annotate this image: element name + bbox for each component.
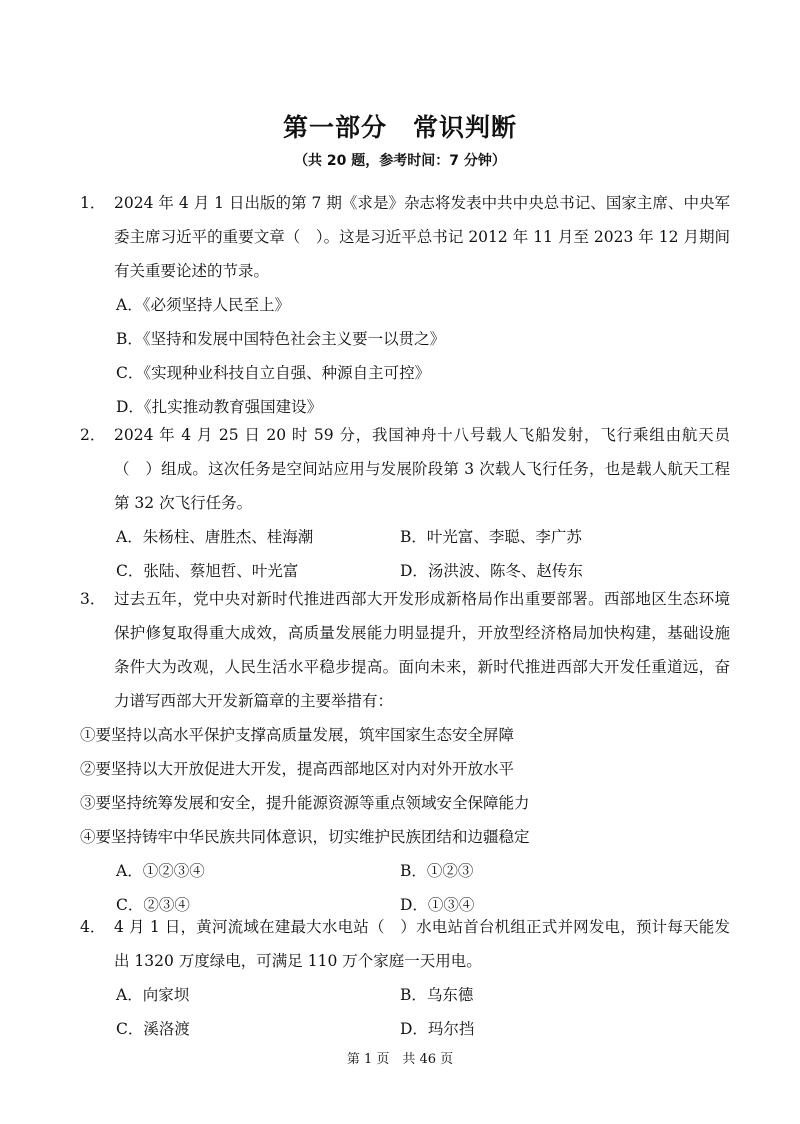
option-b: B．叶光富、李聪、李广苏 <box>400 528 582 546</box>
question-text: 2024 年 4 月 1 日出版的第 7 期《求是》杂志将发表中共中央总书记、国家主席、中央军委主席习近平的重要文章（ ）。这是习近平总书记 2012 年 11 月至 2023 年 12 月期间有关重要论述的节录。 <box>114 194 730 280</box>
question-1 <box>80 186 730 424</box>
section-subtitle: （共 20 题，参考时间：7 分钟） <box>294 153 506 169</box>
option-d: D．①③④ <box>400 896 475 914</box>
statement-2: ②要坚持以大开放促进大开发，提高西部地区对内对外开放水平 <box>80 760 515 778</box>
question-stem <box>80 186 730 288</box>
question-text: 过去五年，党中央对新时代推进西部大开发形成新格局作出重要部署。西部地区生态环境保护修复取得重大成效，高质量发展能力明显提升，开放型经济格局加快构建，基础设施条件大为改观，人民生活水平稳步提高。面向未来，新时代推进西部大开发任重道远，奋力谱写西部大开发新篇章的主要举措有： <box>114 590 730 710</box>
option-a: A．朱杨柱、唐胜杰、桂海潮 <box>116 528 314 546</box>
question-stem <box>80 582 730 718</box>
options-grid <box>80 520 730 588</box>
question-4 <box>80 910 730 1046</box>
question-number: 1． <box>80 194 106 212</box>
option-c: C．②③④ <box>116 896 190 914</box>
statement-3: ③要坚持统筹发展和安全，提升能源资源等重点领域安全保障能力 <box>80 794 530 812</box>
section-title: 第一部分 常识判断 <box>282 113 517 142</box>
question-text: 4 月 1 日，黄河流域在建最大水电站（ ）水电站首台机组正式并网发电，预计每天能发出 1320 万度绿电，可满足 110 万个家庭一天用电。 <box>114 918 730 970</box>
option-a: A．①②③④ <box>116 862 205 880</box>
question-2 <box>80 418 730 588</box>
question-stem <box>80 910 730 978</box>
option-d: D．《扎实推动教育强国建设》 <box>116 398 323 416</box>
question-number: 2． <box>80 426 106 444</box>
option-a: A．《必须坚持人民至上》 <box>116 296 290 314</box>
option-c: C．溪洛渡 <box>116 1020 190 1038</box>
question-number: 4． <box>80 918 106 936</box>
option-d: D．汤洪波、陈冬、赵传东 <box>400 562 583 580</box>
question-text: 2024 年 4 月 25 日 20 时 59 分，我国神舟十八号载人飞船发射，飞行乘组由航天员（ ）组成。这次任务是空间站应用与发展阶段第 3 次载人飞行任务，也是载人航天工程第 32 次飞行任务。 <box>114 426 730 512</box>
option-a: A．向家坝 <box>116 986 190 1004</box>
options-grid <box>80 978 730 1046</box>
option-d: D．玛尔挡 <box>400 1020 475 1038</box>
statement-4: ④要坚持铸牢中华民族共同体意识，切实维护民族团结和边疆稳定 <box>80 828 530 846</box>
question-number: 3． <box>80 590 106 608</box>
page-footer: 第 1 页 共 46 页 <box>346 1052 454 1067</box>
option-b: B．《坚持和发展中国特色社会主义要一以贯之》 <box>116 330 446 348</box>
option-b: B．①②③ <box>400 862 474 880</box>
question-3 <box>80 582 730 922</box>
statement-1: ①要坚持以高水平保护支撑高质量发展，筑牢国家生态安全屏障 <box>80 726 515 744</box>
option-c: C．《实现种业科技自立自强、种源自主可控》 <box>116 364 431 382</box>
option-b: B．乌东德 <box>400 986 474 1004</box>
option-c: C．张陆、蔡旭哲、叶光富 <box>116 562 299 580</box>
question-stem <box>80 418 730 520</box>
